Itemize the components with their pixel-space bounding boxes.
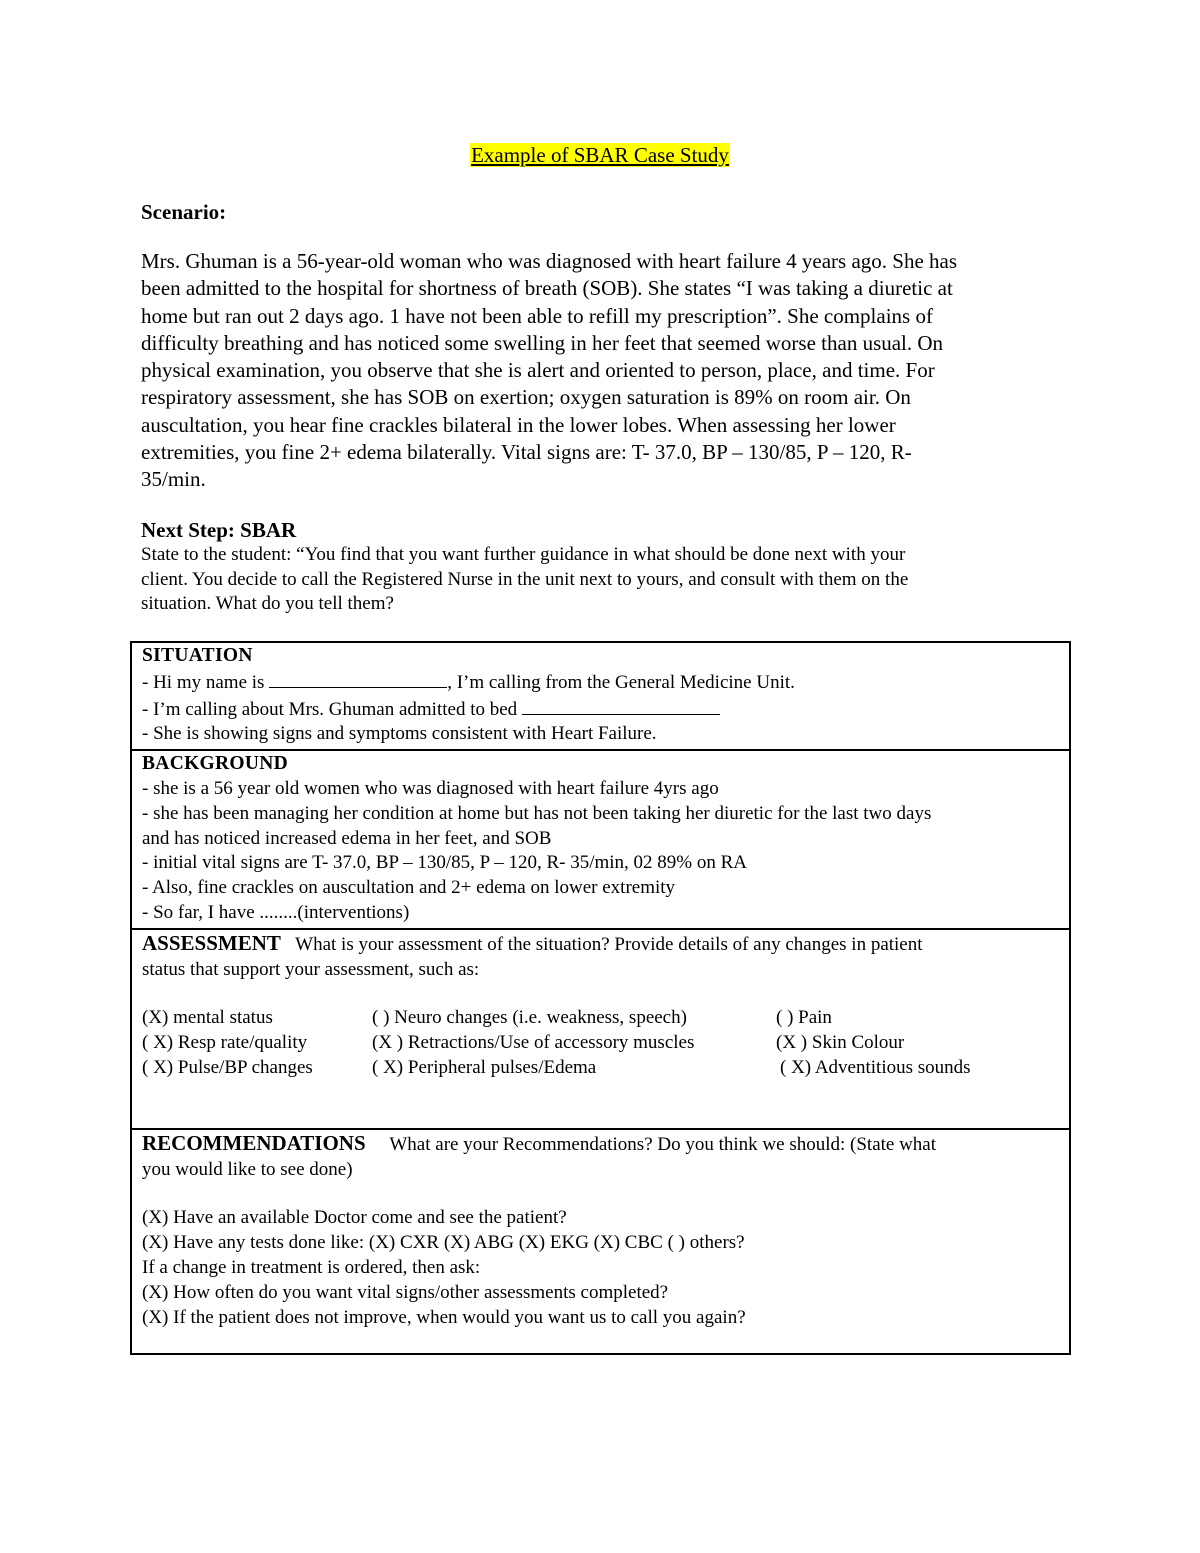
situation-cell — [131, 642, 1070, 750]
situation-line: - I’m calling about Mrs. Ghuman admitted to bed — [142, 696, 1059, 723]
background-line: - So far, I have ........(interventions) — [142, 901, 410, 923]
recommendation-line: (X) If the patient does not improve, when would you want us to call you again? — [142, 1306, 746, 1328]
scenario-heading: Scenario: — [141, 200, 227, 224]
scenario-line: Mrs. Ghuman is a 56-year-old woman who was diagnosed with heart failure 4 years ago. She has — [141, 249, 958, 273]
background-line: - she is a 56 year old women who was diagnosed with heart failure 4yrs ago — [142, 777, 719, 799]
background-heading: BACKGROUND — [142, 753, 289, 775]
assessment-checklist — [142, 1006, 1059, 1080]
situation-row — [131, 642, 1070, 750]
scenario-line: auscultation, you hear fine crackles bilateral in the lower lobes. When assessing her lower — [141, 412, 896, 437]
checklist-item: ( ) Pain — [776, 1007, 832, 1029]
checklist-item: (X) mental status — [142, 1007, 273, 1029]
next-step-heading: Next Step: SBAR — [141, 518, 297, 542]
bed-blank — [522, 696, 720, 715]
scenario-line: respiratory assessment, she has SOB on exertion; oxygen saturation is 89% on room air. On — [141, 385, 911, 410]
next-step-text — [141, 543, 1061, 617]
situation-line: - Hi my name is , I’m calling from the General Medicine Unit. — [142, 669, 1059, 696]
checklist-item: ( ) Neuro changes (i.e. weakness, speech) — [372, 1007, 687, 1029]
checklist-item: ( X) Resp rate/quality — [142, 1032, 308, 1054]
checklist-item: (X ) Retractions/Use of accessory muscles — [372, 1032, 695, 1054]
background-row — [131, 750, 1070, 929]
assessment-cell — [131, 929, 1070, 1129]
scenario-line: difficulty breathing and has noticed some swelling in her feet that seemed worse than usual. On — [141, 330, 944, 355]
recommendation-line: (X) How often do you want vital signs/other assessments completed? — [142, 1281, 669, 1303]
sbar-table — [130, 641, 1071, 1355]
assessment-heading: ASSESSMENT — [142, 930, 281, 955]
background-line: and has noticed increased edema in her feet, and SOB — [142, 827, 552, 849]
scenario-line: physical examination, you observe that she is alert and oriented to person, place, and time. For — [141, 358, 935, 383]
next-step-line: client. You decide to call the Registered Nurse in the unit next to yours, and consult with them on the — [141, 568, 909, 590]
assessment-row — [131, 929, 1070, 1129]
recommendations-heading: RECOMMENDATIONS — [142, 1130, 366, 1155]
recommendation-line: (X) Have any tests done like: (X) CXR (X) ABG (X) EKG (X) CBC ( ) others? — [142, 1232, 745, 1254]
checklist-item: ( X) Pulse/BP changes — [142, 1056, 313, 1078]
recommendations-prompt: RECOMMENDATIONS What are your Recommendations? Do you think we should: (State what — [142, 1130, 937, 1155]
next-step-line: State to the student: “You find that you want further guidance in what should be done next with your — [141, 544, 906, 565]
assessment-prompt: ASSESSMENT What is your assessment of the situation? Provide details of any changes in patient — [142, 930, 923, 955]
background-line: - initial vital signs are T- 37.0, BP – 130/85, P – 120, R- 35/min, 02 89% on RA — [142, 852, 748, 874]
next-step-line: situation. What do you tell them? — [141, 593, 394, 614]
recommendations-cell — [131, 1129, 1070, 1354]
scenario-line: been admitted to the hospital for shortness of breath (SOB). She states “I was taking a diuretic at — [141, 276, 953, 301]
document-title: Example of SBAR Case Study — [471, 143, 729, 167]
checklist-item: (X ) Skin Colour — [776, 1032, 905, 1054]
situation-heading: SITUATION — [142, 645, 253, 666]
recommendation-line: If a change in treatment is ordered, then ask: — [142, 1256, 481, 1278]
scenario-line: 35/min. — [141, 467, 206, 492]
situation-line: - She is showing signs and symptoms consistent with Heart Failure. — [142, 723, 657, 745]
name-blank — [269, 669, 447, 688]
recommendation-line: (X) Have an available Doctor come and see the patient? — [142, 1207, 567, 1229]
checklist-item: ( X) Peripheral pulses/Edema — [372, 1056, 597, 1078]
scenario-line: extremities, you fine 2+ edema bilaterally. Vital signs are: T- 37.0, BP – 130/85, P – 120, R- — [141, 440, 912, 465]
background-line: - she has been managing her condition at home but has not been taking her diuretic for the last two days — [142, 802, 932, 824]
checklist-item: ( X) Adventitious sounds — [780, 1056, 971, 1078]
background-cell — [131, 750, 1070, 929]
recommendations-row — [131, 1129, 1070, 1354]
background-line: - Also, fine crackles on auscultation and 2+ edema on lower extremity — [142, 877, 676, 899]
assessment-prompt-cont: status that support your assessment, such as: — [142, 958, 480, 980]
scenario-text — [141, 248, 1061, 494]
scenario-line: home but ran out 2 days ago. 1 have not been able to refill my prescription”. She complains of — [141, 303, 933, 328]
recommendations-prompt-cont: you would like to see done) — [142, 1158, 353, 1180]
